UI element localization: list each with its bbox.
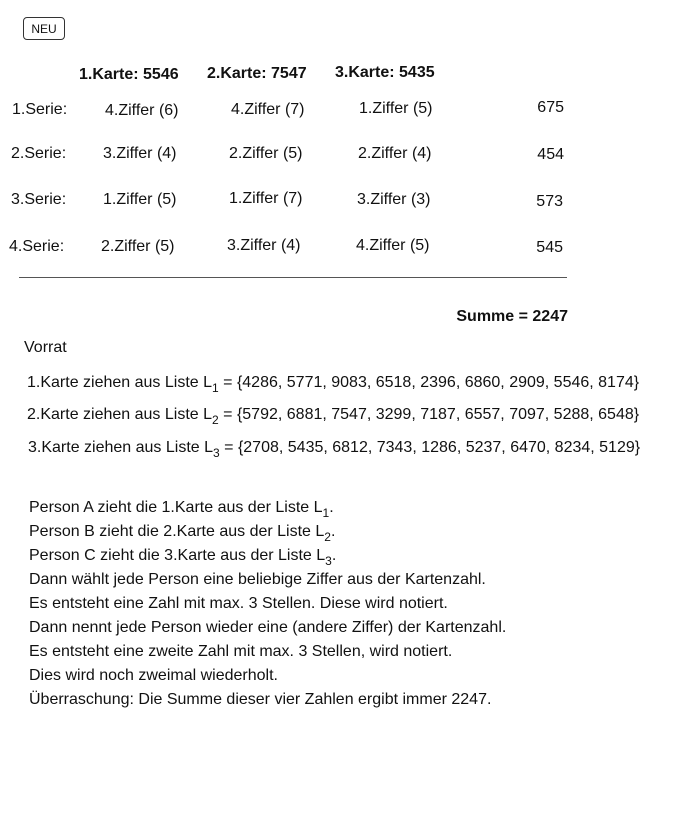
desc-line: Dann wählt jede Person eine beliebige Ziffer aus der Kartenzahl.: [29, 571, 486, 588]
series-digit-card2: 3.Ziffer (4): [227, 237, 301, 254]
series-digit-card1: 2.Ziffer (5): [101, 238, 175, 255]
sum-divider: [19, 277, 567, 278]
list-l3: 3.Karte ziehen aus Liste $L_3 = \{2708$, 5435, 6812, 7343, 1286, 5237, 6470, 8234, 5129}: [28, 439, 641, 460]
series-digit-card3: 4.Ziffer (5): [356, 237, 430, 254]
new-button[interactable]: NEU: [23, 17, 65, 40]
series-digit-card3: 2.Ziffer (4): [358, 145, 432, 162]
list-l2: 2.Karte ziehen aus Liste $L_2 = \{5792$, 6881, 7547, 3299, 7187, 6557, 7097, 5288, 6548}: [27, 406, 640, 427]
card-3-header: 3.Karte: 5435: [335, 64, 435, 81]
series-label: 4.Serie:: [9, 238, 65, 255]
desc-line: Dann nennt jede Person wieder eine (andere Ziffer) der Kartenzahl.: [29, 619, 507, 636]
series-label: 1.Serie:: [12, 101, 68, 118]
series-digit-card3: 1.Ziffer (5): [359, 100, 433, 117]
series-value: 545: [536, 239, 563, 256]
desc-person-b: Person B zieht die 2.Karte aus der Liste $L_2$.: [29, 523, 336, 544]
desc-line: Es entsteht eine zweite Zahl mit max. 3 Stellen, wird notiert.: [29, 643, 453, 660]
sum-total: Summe = 2247: [456, 308, 568, 325]
desc-line: Überraschung: Die Summe dieser vier Zahlen ergibt immer 2247.: [29, 691, 492, 708]
desc-line: Dies wird noch zweimal wiederholt.: [29, 667, 278, 684]
series-digit-card1: 4.Ziffer (6): [105, 102, 179, 119]
series-value: 675: [537, 99, 564, 116]
card-2-header: 2.Karte: 7547: [207, 65, 307, 82]
desc-person-c: Person C zieht die 3.Karte aus der Liste $L_3$.: [29, 547, 337, 568]
series-digit-card3: 3.Ziffer (3): [357, 191, 431, 208]
desc-person-a: Person A zieht die 1.Karte aus der Liste $L_1$.: [29, 499, 334, 520]
series-digit-card1: 1.Ziffer (5): [103, 191, 177, 208]
series-value: 454: [537, 146, 564, 163]
vorrat-title: Vorrat: [24, 339, 67, 356]
card-1-header: 1.Karte: 5546: [79, 66, 179, 83]
list-l1: 1.Karte ziehen aus Liste $L_1 = \{4286$, 5771, 9083, 6518, 2396, 6860, 2909, 5546, 8174}: [27, 374, 640, 395]
desc-line: Es entsteht eine Zahl mit max. 3 Stellen. Diese wird notiert.: [29, 595, 448, 612]
series-label: 3.Serie:: [11, 191, 67, 208]
series-digit-card1: 3.Ziffer (4): [103, 145, 177, 162]
series-digit-card2: 1.Ziffer (7): [229, 190, 303, 207]
series-label: 2.Serie:: [11, 145, 67, 162]
series-digit-card2: 4.Ziffer (7): [231, 101, 305, 118]
series-value: 573: [536, 193, 563, 210]
series-digit-card2: 2.Ziffer (5): [229, 145, 303, 162]
